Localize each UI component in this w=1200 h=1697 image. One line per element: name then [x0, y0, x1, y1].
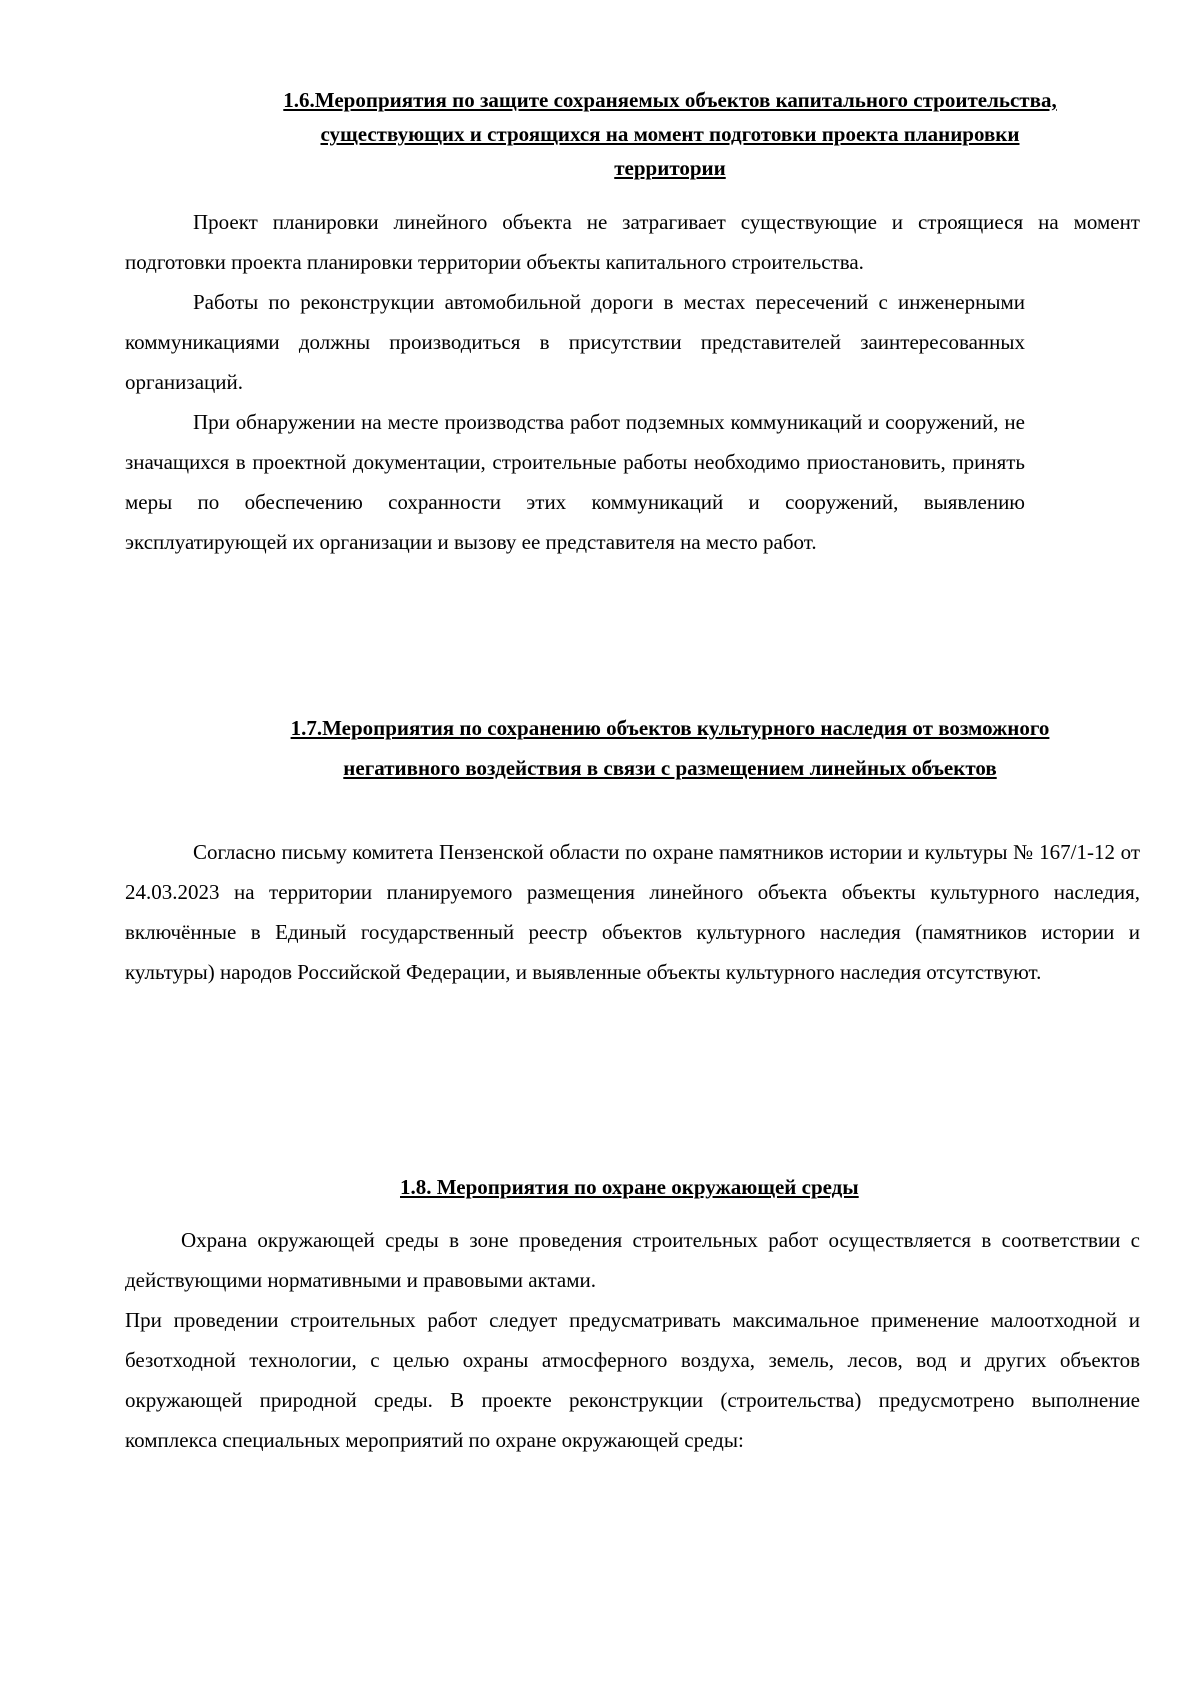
paragraph: Проект планировки линейного объекта не затрагивает существующие и строящиеся на момент подготовки проекта планировки территории объекты капитального строительства.	[125, 210, 1140, 274]
paragraph: При проведении строительных работ следует предусматривать максимальное применение малоотходной и безотходной технологии, с целью охраны атмосферного воздуха, земель, лесов, вод и других объектов окружающей природной среды. В проекте реконструкции (строительства) предусмотрено выполнение комплекса специальных мероприятий по охране окружающей среды:	[125, 1308, 1140, 1452]
paragraph: При обнаружении на месте производства работ подземных коммуникаций и сооружений, не значащихся в проектной документации, строительные работы необходимо приостановить, принять меры по обеспечению сохранности этих коммуникаций и сооружений, выявлению эксплуатирующей их организации и вызову ее представителя на место работ.	[125, 410, 1025, 554]
section-1-6-body	[125, 202, 1140, 562]
section-1-8-body	[125, 1220, 1140, 1460]
section-1-8	[400, 1170, 960, 1204]
paragraph: Согласно письму комитета Пензенской области по охране памятников истории и культуры № 167/1-12 от 24.03.2023 на территории планируемого размещения линейного объекта объекты культурного наследия, включённые в Единый государственный реестр объектов культурного наследия (памятников истории и культуры) народов Российской Федерации, и выявленные объекты культурного наследия отсутствуют.	[125, 840, 1140, 984]
paragraph: Охрана окружающей среды в зоне проведения строительных работ осуществляется в соответствии с действующими нормативными и правовыми актами.	[125, 1228, 1140, 1292]
section-heading: 1.6.Мероприятия по защите сохраняемых объектов капитального строительства,	[283, 88, 1057, 112]
section-heading: негативного воздействия в связи с размещением линейных объектов	[343, 756, 997, 780]
section-1-7	[190, 708, 1150, 788]
section-heading: 1.8. Мероприятия по охране окружающей среды	[400, 1175, 859, 1199]
section-heading: территории	[614, 156, 726, 180]
section-heading: существующих и строящихся на момент подготовки проекта планировки	[320, 122, 1020, 146]
paragraph: Работы по реконструкции автомобильной дороги в местах пересечений с инженерными коммуникациями должны производиться в присутствии представителей заинтересованных организаций.	[125, 290, 1025, 394]
section-1-6	[190, 83, 1150, 185]
section-heading: 1.7.Мероприятия по сохранению объектов культурного наследия от возможного	[290, 716, 1050, 740]
section-1-7-body	[125, 832, 1140, 992]
